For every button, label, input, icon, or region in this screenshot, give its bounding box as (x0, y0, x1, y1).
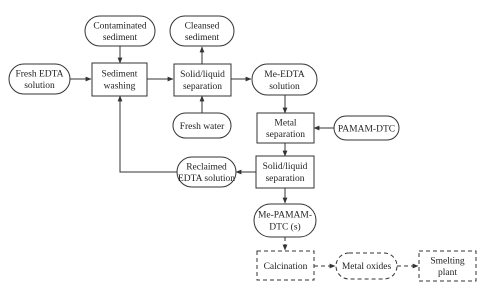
node-smelting-plant (419, 251, 476, 281)
node-metal-separation (257, 113, 314, 143)
node-label: plant (438, 268, 457, 278)
node-me-edta-solution (252, 64, 317, 95)
node-label: Metal oxides (341, 262, 392, 272)
node-label: Me-PAMAM- (257, 210, 313, 221)
node-label: Sediment (101, 69, 138, 80)
arrow-reclaimed-to-washing (120, 96, 177, 172)
node-label: Me-EDTA (264, 70, 305, 80)
node-label: Solid/liquid (180, 70, 225, 80)
node-solid-liquid-separation-2 (256, 156, 314, 188)
node-solid-liquid-separation-1 (174, 64, 231, 96)
node-label: Contaminated (93, 21, 147, 32)
node-label: Fresh EDTA (15, 69, 64, 80)
node-me-pamam-dtc (254, 204, 316, 237)
node-pamam-dtc (334, 116, 399, 140)
node-label: sediment (184, 33, 220, 43)
node-label: solution (269, 82, 300, 92)
node-label: Reclaimed (186, 162, 227, 173)
node-label: Solid/liquid (262, 162, 308, 172)
node-label: Metal (274, 118, 297, 129)
node-cleansed-sediment (170, 16, 234, 46)
node-label: separation (182, 82, 223, 92)
node-fresh-edta-solution (9, 64, 70, 94)
node-label: washing (103, 81, 136, 92)
node-label: Calcination (263, 262, 308, 272)
node-label: separation (265, 130, 306, 140)
node-label: Cleansed (184, 21, 220, 32)
node-label: PAMAM-DTC (337, 124, 396, 135)
node-label: EDTA solution (177, 174, 236, 184)
node-label: DTC (s) (269, 222, 301, 233)
node-label: sediment (102, 33, 138, 43)
node-sediment-washing (92, 63, 147, 96)
node-label: Fresh water (179, 122, 225, 132)
node-reclaimed-edta-solution (177, 157, 236, 187)
node-contaminated-sediment (85, 16, 155, 46)
node-metal-oxides (336, 253, 397, 279)
node-fresh-water (173, 113, 231, 138)
node-calcination (257, 251, 314, 280)
node-label: separation (265, 174, 305, 184)
node-label: solution (24, 81, 55, 91)
node-label: Smelting (430, 256, 465, 267)
